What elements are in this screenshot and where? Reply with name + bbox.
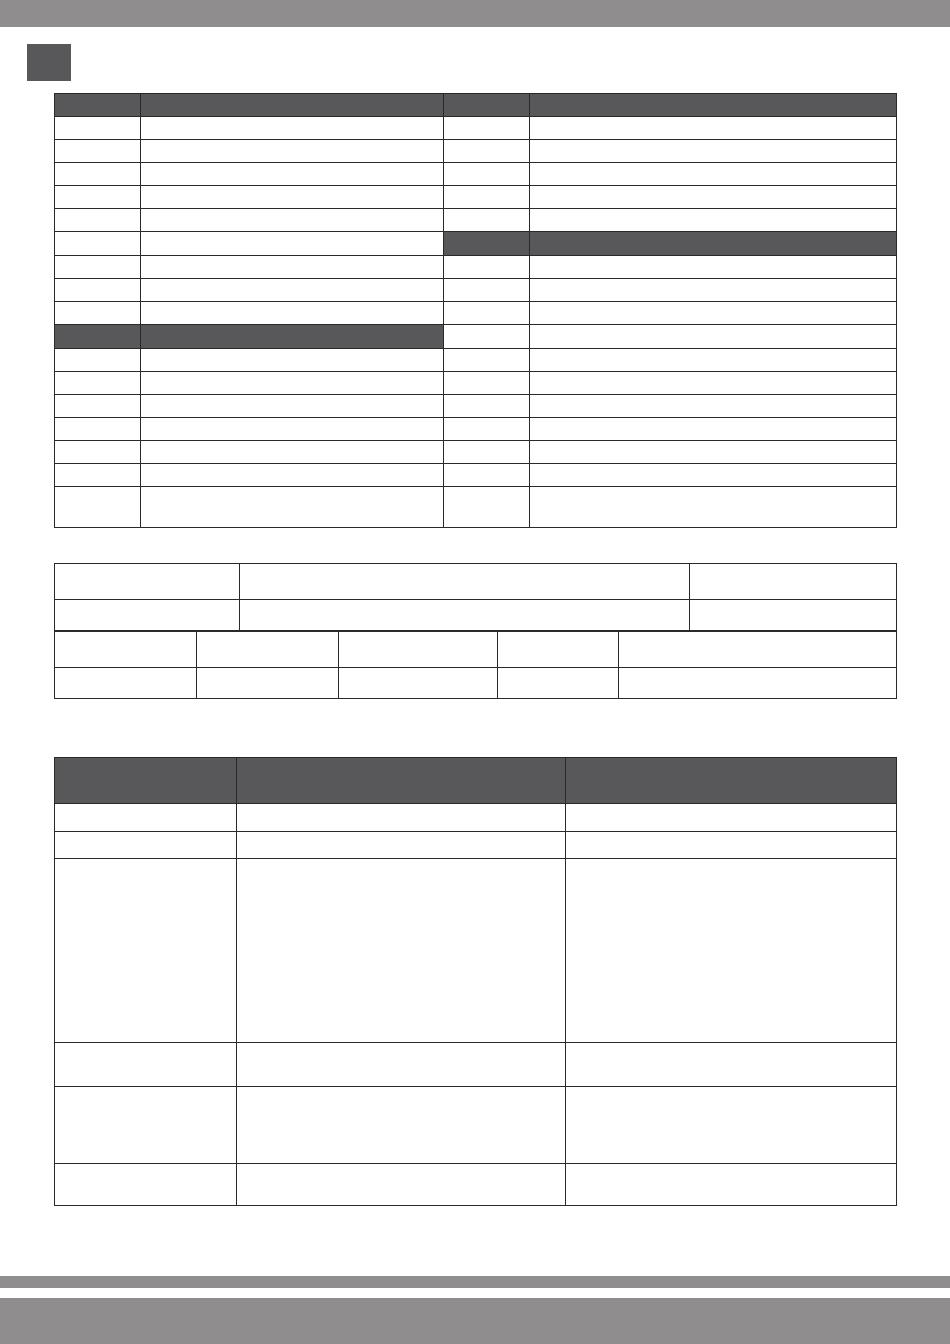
spec-table xyxy=(54,93,897,528)
spec-row xyxy=(55,372,897,395)
spec-header-cell xyxy=(530,94,897,117)
spec-row xyxy=(55,94,897,117)
info-a-cell xyxy=(690,564,897,600)
spec-cell xyxy=(530,441,897,464)
spec-header-cell xyxy=(530,232,897,256)
spec-cell xyxy=(444,325,530,349)
spec-row xyxy=(55,325,897,349)
spec-cell xyxy=(530,302,897,325)
detail-row xyxy=(55,859,897,1043)
spec-cell xyxy=(530,186,897,209)
spec-cell xyxy=(444,302,530,325)
spec-cell xyxy=(444,349,530,372)
spec-header-cell xyxy=(444,232,530,256)
detail-cell xyxy=(55,1087,237,1164)
info-table-a xyxy=(54,563,897,631)
section-marker-box xyxy=(27,44,71,81)
detail-header-row xyxy=(55,758,897,804)
spec-cell xyxy=(55,349,141,372)
detail-header-cell xyxy=(237,758,566,804)
spec-row xyxy=(55,441,897,464)
spec-cell xyxy=(444,140,530,163)
detail-cell xyxy=(566,1164,897,1206)
spec-cell xyxy=(55,464,141,487)
spec-cell xyxy=(444,395,530,418)
spec-cell xyxy=(530,349,897,372)
spec-row xyxy=(55,140,897,163)
spec-cell xyxy=(530,487,897,528)
info-b-cell xyxy=(498,632,619,668)
spec-cell xyxy=(530,325,897,349)
spec-row xyxy=(55,349,897,372)
spec-cell xyxy=(55,441,141,464)
spec-cell xyxy=(444,464,530,487)
spec-cell xyxy=(141,163,444,186)
spec-header-cell xyxy=(444,94,530,117)
info-a-cell xyxy=(690,600,897,631)
spec-header-cell xyxy=(141,325,444,349)
spec-row xyxy=(55,418,897,441)
spec-cell xyxy=(530,464,897,487)
spec-cell xyxy=(444,279,530,302)
spec-cell xyxy=(141,441,444,464)
spec-cell xyxy=(444,418,530,441)
spec-row xyxy=(55,117,897,140)
info-b-cell xyxy=(197,632,339,668)
detail-header-cell xyxy=(55,758,237,804)
detail-cell xyxy=(566,1043,897,1087)
detail-row xyxy=(55,1043,897,1087)
spec-cell xyxy=(141,372,444,395)
spec-row xyxy=(55,302,897,325)
spec-cell xyxy=(530,163,897,186)
info-a-cell xyxy=(55,564,240,600)
spec-cell xyxy=(55,117,141,140)
spec-cell xyxy=(141,279,444,302)
detail-cell xyxy=(55,1043,237,1087)
spec-cell xyxy=(444,209,530,232)
spec-cell xyxy=(141,232,444,256)
spec-cell xyxy=(141,117,444,140)
detail-row xyxy=(55,1087,897,1164)
info-b-cell xyxy=(619,668,897,699)
spec-cell xyxy=(530,279,897,302)
spec-cell xyxy=(55,487,141,528)
info-a-cell xyxy=(55,600,240,631)
info-a-cell xyxy=(240,564,690,600)
detail-row xyxy=(55,1164,897,1206)
spec-cell xyxy=(444,372,530,395)
spec-cell xyxy=(530,209,897,232)
detail-header-cell xyxy=(566,758,897,804)
spec-cell xyxy=(141,487,444,528)
spec-cell xyxy=(444,487,530,528)
spec-cell xyxy=(530,418,897,441)
spec-cell xyxy=(530,256,897,279)
spec-cell xyxy=(55,279,141,302)
spec-cell xyxy=(141,302,444,325)
info-b-cell xyxy=(197,668,339,699)
info-b-cell xyxy=(55,632,197,668)
info-b-cell xyxy=(619,632,897,668)
spec-cell xyxy=(141,140,444,163)
detail-cell xyxy=(566,859,897,1043)
spec-cell xyxy=(55,209,141,232)
spec-cell xyxy=(55,232,141,256)
detail-cell xyxy=(237,832,566,859)
detail-cell xyxy=(55,804,237,832)
detail-cell xyxy=(566,832,897,859)
spec-cell xyxy=(530,140,897,163)
spec-row xyxy=(55,209,897,232)
spec-row xyxy=(55,487,897,528)
info-b-cell xyxy=(339,668,498,699)
top-header-band xyxy=(0,0,950,27)
detail-cell xyxy=(55,1164,237,1206)
detail-cell xyxy=(237,804,566,832)
spec-cell xyxy=(141,418,444,441)
spec-cell xyxy=(530,395,897,418)
info-b-cell xyxy=(55,668,197,699)
spec-row xyxy=(55,232,897,256)
spec-row xyxy=(55,163,897,186)
info-b-cell xyxy=(498,668,619,699)
detail-row xyxy=(55,804,897,832)
spec-row xyxy=(55,256,897,279)
info-table-b xyxy=(54,631,897,699)
spec-cell xyxy=(530,372,897,395)
detail-row xyxy=(55,832,897,859)
spec-row xyxy=(55,464,897,487)
spec-cell xyxy=(444,186,530,209)
spec-cell xyxy=(55,140,141,163)
spec-cell xyxy=(141,209,444,232)
spec-row xyxy=(55,395,897,418)
spec-cell xyxy=(141,186,444,209)
spec-cell xyxy=(55,372,141,395)
detail-cell xyxy=(237,859,566,1043)
detail-cell xyxy=(566,1087,897,1164)
spec-cell xyxy=(55,163,141,186)
spec-cell xyxy=(444,163,530,186)
spec-cell xyxy=(141,395,444,418)
info-b-cell xyxy=(339,632,498,668)
spec-cell xyxy=(141,256,444,279)
spec-cell xyxy=(444,256,530,279)
detail-cell xyxy=(566,804,897,832)
spec-row xyxy=(55,186,897,209)
spec-cell xyxy=(55,302,141,325)
spec-cell xyxy=(55,395,141,418)
detail-cell xyxy=(237,1043,566,1087)
detail-table xyxy=(54,757,897,1206)
spec-cell xyxy=(55,256,141,279)
spec-cell xyxy=(444,117,530,140)
spec-cell xyxy=(141,464,444,487)
spec-cell xyxy=(55,186,141,209)
detail-cell xyxy=(237,1164,566,1206)
footer-stripe xyxy=(0,1276,950,1288)
spec-cell xyxy=(444,441,530,464)
detail-cell xyxy=(55,859,237,1043)
spec-cell xyxy=(530,117,897,140)
info-a-cell xyxy=(240,600,690,631)
spec-header-cell xyxy=(141,94,444,117)
spec-header-cell xyxy=(55,325,141,349)
spec-cell xyxy=(55,418,141,441)
footer-band xyxy=(0,1298,950,1344)
spec-row xyxy=(55,279,897,302)
detail-cell xyxy=(55,832,237,859)
detail-cell xyxy=(237,1087,566,1164)
spec-cell xyxy=(141,349,444,372)
spec-header-cell xyxy=(55,94,141,117)
